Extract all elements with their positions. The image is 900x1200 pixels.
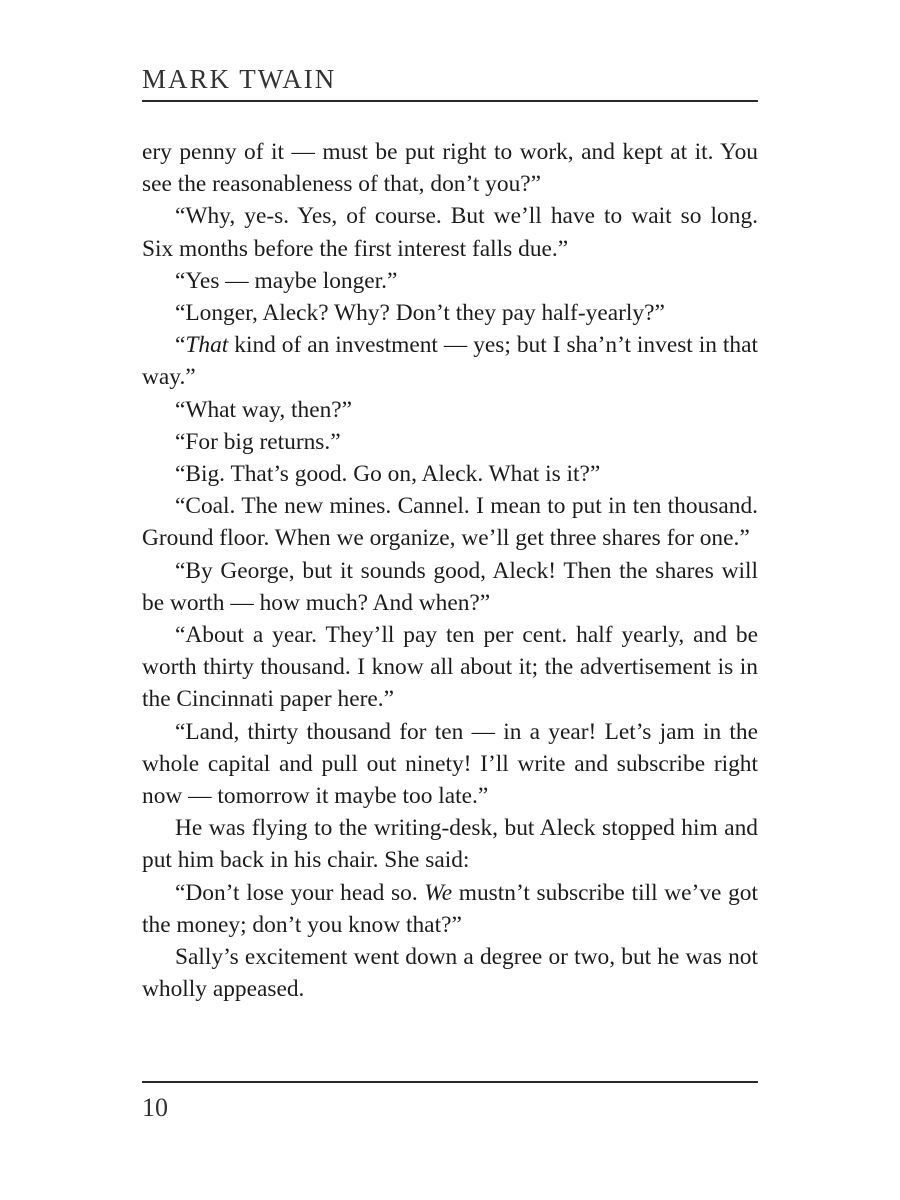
text-run: Sally’s excitement went down a degree or two, but he was not wholly appeased. [142, 944, 758, 1003]
paragraph [142, 426, 758, 458]
italic-text: That [185, 332, 229, 359]
text-run: He was flying to the writing-desk, but Aleck stopped him and put him back in his chair. She said: [142, 815, 758, 874]
paragraph [142, 555, 758, 619]
text-run: “For big returns.” [175, 428, 341, 455]
text-run: “ [175, 332, 186, 359]
page-number: 10 [142, 1093, 168, 1122]
paragraph [142, 297, 758, 329]
paragraph [142, 329, 758, 393]
text-run: ery penny of it — must be put right to work, and kept at it. You see the reasonableness of that, don’t you?” [142, 139, 758, 198]
paragraph [142, 394, 758, 426]
running-head: MARK TWAIN [142, 64, 337, 94]
paragraph [142, 136, 758, 200]
body-text [142, 136, 758, 1005]
header-rule [142, 100, 758, 102]
text-run: “Don’t lose your head so. [175, 879, 425, 906]
paragraph [142, 490, 758, 554]
paragraph [142, 458, 758, 490]
text-run: “By George, but it sounds good, Aleck! Then the shares will be worth — how much? And when?” [142, 557, 758, 616]
paragraph [142, 200, 758, 264]
text-run: “Land, thirty thousand for ten — in a year! Let’s jam in the whole capital and pull out ninety! I’ll write and subscribe right now — tomorrow it maybe too late.” [142, 718, 758, 810]
italic-text: We [424, 879, 453, 906]
text-run: “Big. That’s good. Go on, Aleck. What is it?” [175, 461, 601, 488]
paragraph [142, 812, 758, 876]
paragraph [142, 941, 758, 1005]
text-run: “Yes — maybe longer.” [175, 267, 398, 294]
footer-rule [142, 1081, 758, 1083]
book-page [142, 0, 758, 1200]
text-run: “What way, then?” [175, 396, 353, 423]
text-run: “Coal. The new mines. Cannel. I mean to put in ten thousand. Ground floor. When we organize, we’ll get three shares for one.” [142, 493, 758, 552]
text-run: kind of an investment — yes; but I sha’n’t invest in that way.” [142, 332, 758, 391]
text-run: “Longer, Aleck? Why? Don’t they pay half-yearly?” [175, 300, 665, 327]
paragraph [142, 619, 758, 716]
text-run: “About a year. They’ll pay ten per cent. half yearly, and be worth thirty thousand. I know all about it; the advertisement is in the Cincinnati paper here.” [142, 622, 758, 713]
text-run: mustn’t subscribe till we’ve got the money; don’t you know that?” [142, 879, 758, 938]
paragraph [142, 716, 758, 813]
paragraph [142, 877, 758, 941]
paragraph [142, 265, 758, 297]
text-run: “Why, ye-s. Yes, of course. But we’ll have to wait so long. Six months before the first interest falls due.” [142, 203, 758, 262]
